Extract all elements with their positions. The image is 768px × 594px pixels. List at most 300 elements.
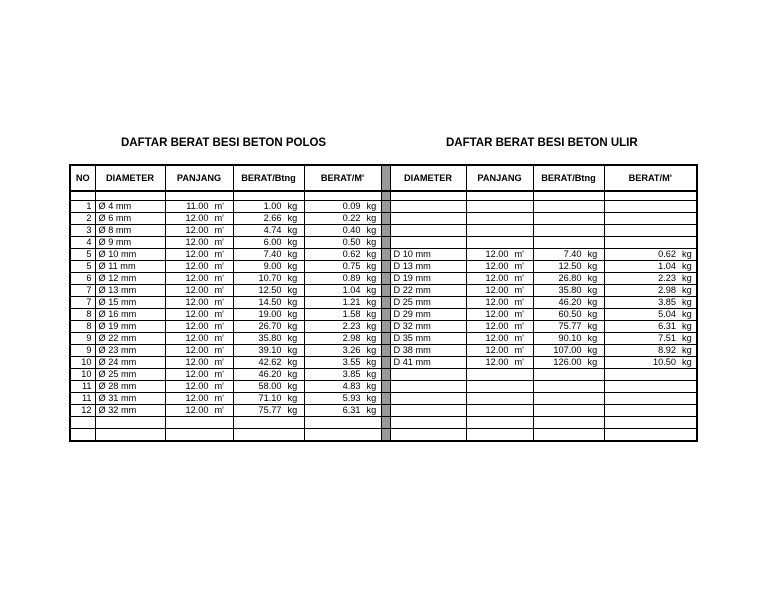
cell-berat-m [304, 309, 381, 321]
cell-no: 7 [70, 297, 95, 309]
cell-berat-m-ulir-unit: kg [682, 357, 692, 367]
cell-panjang-ulir-unit: m' [514, 249, 524, 259]
cell-panjang-ulir [466, 381, 533, 393]
cell-panjang-value: 12.00 [185, 225, 209, 235]
cell-berat-m-ulir [604, 237, 697, 249]
cell-diameter [95, 429, 165, 442]
cell-berat-btng-ulir-value: 26.80 [558, 273, 582, 283]
cell-berat-m-ulir [604, 429, 697, 442]
cell-panjang-ulir-value: 12.00 [485, 321, 509, 331]
cell-berat-btng-value: 39.10 [258, 345, 282, 355]
cell-berat-btng-value: 7.40 [263, 249, 282, 259]
cell-diameter-ulir: D 29 mm [390, 309, 466, 321]
cell-berat-btng-unit: kg [287, 333, 298, 343]
cell-berat-m-ulir-value: 7.51 [658, 333, 676, 343]
table-row [70, 357, 697, 369]
cell-berat-m-unit: kg [366, 225, 377, 235]
cell-berat-btng [233, 249, 304, 261]
table-row [70, 237, 697, 249]
cell-panjang [165, 297, 233, 309]
cell-berat-m-ulir-unit: kg [682, 333, 692, 343]
cell-diameter: Ø 19 mm [95, 321, 165, 333]
cell-berat-btng-unit: kg [287, 273, 298, 283]
column-separator [381, 393, 390, 405]
cell-panjang-unit: m' [214, 381, 224, 391]
cell-berat-m-ulir [604, 333, 697, 345]
cell-no: 10 [70, 357, 95, 369]
cell-no: 9 [70, 345, 95, 357]
cell-panjang-unit: m' [214, 369, 224, 379]
cell-panjang-ulir [466, 237, 533, 249]
cell-panjang-ulir-unit: m' [514, 309, 524, 319]
cell-berat-btng-ulir-value: 7.40 [563, 249, 582, 259]
cell-berat-m-ulir [604, 273, 697, 285]
weight-table [69, 164, 698, 442]
cell-diameter-ulir: D 41 mm [390, 357, 466, 369]
cell-diameter-ulir: D 22 mm [390, 285, 466, 297]
cell-diameter [95, 417, 165, 429]
cell-panjang-value: 12.00 [185, 309, 209, 319]
cell-berat-m-ulir-value: 0.62 [658, 249, 676, 259]
cell-berat-btng-ulir-unit: kg [587, 321, 598, 331]
column-separator [381, 417, 390, 429]
cell-panjang-unit: m' [214, 309, 224, 319]
cell-berat-m-ulir [604, 345, 697, 357]
cell-berat-btng-ulir [533, 309, 604, 321]
cell-panjang-value: 12.00 [185, 345, 209, 355]
cell-berat-m [304, 369, 381, 381]
cell-berat-btng-ulir-value: 46.20 [558, 297, 582, 307]
cell-diameter: Ø 31 mm [95, 393, 165, 405]
cell-berat-m-ulir [604, 225, 697, 237]
cell-panjang-unit: m' [214, 213, 224, 223]
cell-no: 11 [70, 381, 95, 393]
cell-diameter: Ø 10 mm [95, 249, 165, 261]
cell-berat-btng-ulir [533, 405, 604, 417]
table-row [70, 429, 697, 442]
header-diameter-ulir: DIAMETER [390, 165, 466, 191]
cell-berat-m-ulir-value: 8.92 [658, 345, 676, 355]
cell-berat-btng [233, 321, 304, 333]
cell-berat-m-unit: kg [366, 333, 377, 343]
cell-berat-btng-ulir-unit: kg [587, 273, 598, 283]
cell-berat-m-ulir-unit: kg [682, 273, 692, 283]
cell-berat-btng-ulir-value: 90.10 [558, 333, 582, 343]
cell-berat-m-ulir [604, 321, 697, 333]
cell-berat-btng-unit: kg [287, 261, 298, 271]
title-polos: DAFTAR BERAT BESI BETON POLOS [121, 137, 327, 149]
cell-berat-btng [233, 405, 304, 417]
cell-berat-btng-unit: kg [287, 321, 298, 331]
cell-panjang [165, 321, 233, 333]
cell-diameter: Ø 6 mm [95, 213, 165, 225]
cell-panjang [165, 381, 233, 393]
cell-berat-m [304, 333, 381, 345]
cell-berat-m-ulir-value: 3.85 [658, 297, 676, 307]
cell-panjang-ulir [466, 369, 533, 381]
cell-berat-btng-unit: kg [287, 285, 298, 295]
cell-berat-btng-ulir-value: 35.80 [558, 285, 582, 295]
cell-panjang-value: 12.00 [185, 237, 209, 247]
cell-diameter: Ø 23 mm [95, 345, 165, 357]
cell-diameter-ulir: D 38 mm [390, 345, 466, 357]
cell-berat-m-unit: kg [366, 321, 377, 331]
title-ulir: DAFTAR BERAT BESI BETON ULIR [446, 137, 638, 149]
cell-berat-btng-ulir [533, 249, 604, 261]
cell-berat-m [304, 237, 381, 249]
cell-panjang-unit: m' [214, 273, 224, 283]
cell-diameter-ulir: D 19 mm [390, 273, 466, 285]
cell-panjang-ulir [466, 333, 533, 345]
cell-panjang-unit: m' [214, 261, 224, 271]
cell-panjang-ulir [466, 357, 533, 369]
column-separator [381, 237, 390, 249]
cell-berat-m [304, 393, 381, 405]
cell-panjang-ulir-unit: m' [514, 333, 524, 343]
column-separator [381, 213, 390, 225]
cell-berat-m [304, 357, 381, 369]
cell-berat-m-unit: kg [366, 237, 377, 247]
cell-diameter-ulir [390, 237, 466, 249]
cell-berat-m-ulir [604, 405, 697, 417]
cell-berat-m-value: 0.62 [342, 249, 361, 259]
cell-panjang-value: 12.00 [185, 369, 209, 379]
cell-berat-m-unit: kg [366, 273, 377, 283]
cell-panjang-ulir [466, 225, 533, 237]
cell-panjang-ulir-value: 12.00 [485, 357, 509, 367]
cell-panjang-unit: m' [214, 225, 224, 235]
cell-berat-m-ulir-unit: kg [682, 297, 692, 307]
cell-no: 12 [70, 405, 95, 417]
cell-berat-btng-value: 14.50 [258, 297, 282, 307]
cell-berat-m-unit: kg [366, 201, 377, 211]
cell-berat-m-ulir [604, 357, 697, 369]
cell-panjang-ulir-value: 12.00 [485, 297, 509, 307]
cell-berat-m-ulir-value: 1.04 [658, 261, 676, 271]
cell-panjang-ulir [466, 405, 533, 417]
cell-berat-btng-value: 2.66 [263, 213, 282, 223]
cell-berat-m-ulir-value: 6.31 [658, 321, 676, 331]
cell-berat-btng-ulir [533, 393, 604, 405]
cell-panjang-value: 12.00 [185, 357, 209, 367]
cell-diameter-ulir [390, 213, 466, 225]
cell-panjang-ulir [466, 297, 533, 309]
cell-berat-m-value: 1.21 [342, 297, 361, 307]
header-berat-m: BERAT/M' [304, 165, 381, 191]
cell-berat-btng-value: 71.10 [258, 393, 282, 403]
cell-berat-m-ulir [604, 201, 697, 213]
cell-diameter: Ø 22 mm [95, 333, 165, 345]
cell-berat-btng-value: 6.00 [263, 237, 282, 247]
cell-panjang-ulir-unit: m' [514, 345, 524, 355]
cell-berat-m [304, 429, 381, 442]
cell-berat-btng [233, 297, 304, 309]
cell-berat-btng-ulir-value: 60.50 [558, 309, 582, 319]
cell-panjang [165, 261, 233, 273]
cell-no: 8 [70, 309, 95, 321]
cell-berat-btng-value: 75.77 [258, 405, 282, 415]
cell-berat-m-value: 2.23 [342, 321, 361, 331]
cell-no: 5 [70, 249, 95, 261]
cell-panjang-unit: m' [214, 333, 224, 343]
cell-berat-m-ulir [604, 309, 697, 321]
cell-berat-m-ulir-unit: kg [682, 321, 692, 331]
column-separator [381, 309, 390, 321]
cell-no: 4 [70, 237, 95, 249]
cell-panjang [165, 429, 233, 442]
column-separator [381, 381, 390, 393]
cell-berat-m-ulir [604, 297, 697, 309]
cell-berat-m-unit: kg [366, 345, 377, 355]
cell-berat-btng-value: 35.80 [258, 333, 282, 343]
cell-berat-m-unit: kg [366, 213, 377, 223]
cell-berat-m-unit: kg [366, 297, 377, 307]
cell-berat-m-value: 2.98 [342, 333, 361, 343]
table-row [70, 393, 697, 405]
cell-panjang-ulir [466, 213, 533, 225]
column-separator [381, 225, 390, 237]
cell-panjang [165, 237, 233, 249]
cell-berat-m [304, 345, 381, 357]
cell-panjang-value: 12.00 [185, 321, 209, 331]
table-row [70, 381, 697, 393]
cell-berat-m-unit: kg [366, 393, 377, 403]
cell-berat-m-value: 0.89 [342, 273, 361, 283]
cell-diameter: Ø 28 mm [95, 381, 165, 393]
cell-berat-m-unit: kg [366, 381, 377, 391]
cell-berat-m-ulir [604, 393, 697, 405]
cell-berat-btng-ulir [533, 201, 604, 213]
cell-berat-m-ulir-unit: kg [682, 345, 692, 355]
cell-berat-btng-ulir [533, 213, 604, 225]
column-separator [381, 345, 390, 357]
cell-berat-btng-value: 1.00 [263, 201, 282, 211]
cell-berat-btng-ulir [533, 273, 604, 285]
cell-panjang-unit: m' [214, 405, 224, 415]
cell-diameter: Ø 32 mm [95, 405, 165, 417]
cell-berat-btng-ulir [533, 429, 604, 442]
cell-berat-m-value: 5.93 [342, 393, 361, 403]
table-row [70, 201, 697, 213]
cell-berat-m [304, 225, 381, 237]
cell-panjang-value: 12.00 [185, 285, 209, 295]
cell-berat-btng-ulir-unit: kg [587, 285, 598, 295]
cell-berat-m-value: 0.40 [342, 225, 361, 235]
cell-berat-btng-unit: kg [287, 345, 298, 355]
cell-diameter: Ø 25 mm [95, 369, 165, 381]
cell-berat-m-value: 0.22 [342, 213, 361, 223]
cell-berat-m-value: 4.83 [342, 381, 361, 391]
cell-berat-btng-ulir-unit: kg [587, 249, 598, 259]
cell-panjang-ulir [466, 309, 533, 321]
cell-panjang [165, 333, 233, 345]
cell-berat-btng-ulir-unit: kg [587, 357, 598, 367]
column-separator [381, 429, 390, 442]
spacer-row [70, 191, 697, 201]
table-row [70, 405, 697, 417]
cell-berat-m-ulir-value: 10.50 [653, 357, 676, 367]
cell-panjang-ulir-unit: m' [514, 321, 524, 331]
cell-berat-btng-unit: kg [287, 237, 298, 247]
cell-berat-m-unit: kg [366, 405, 377, 415]
cell-panjang-ulir [466, 249, 533, 261]
cell-berat-btng [233, 429, 304, 442]
cell-panjang-ulir [466, 261, 533, 273]
cell-no: 8 [70, 321, 95, 333]
cell-berat-btng-ulir [533, 285, 604, 297]
cell-berat-m [304, 261, 381, 273]
cell-panjang-value: 12.00 [185, 405, 209, 415]
cell-berat-m-value: 1.04 [342, 285, 361, 295]
cell-berat-btng-value: 12.50 [258, 285, 282, 295]
cell-berat-btng-value: 42.62 [258, 357, 282, 367]
cell-panjang-value: 12.00 [185, 261, 209, 271]
cell-panjang-ulir [466, 201, 533, 213]
cell-diameter: Ø 12 mm [95, 273, 165, 285]
cell-berat-btng-ulir [533, 225, 604, 237]
header-berat-btng-ulir: BERAT/Btng [533, 165, 604, 191]
cell-berat-m-ulir-unit: kg [682, 285, 692, 295]
cell-diameter: Ø 24 mm [95, 357, 165, 369]
cell-panjang-value: 12.00 [185, 273, 209, 283]
cell-diameter-ulir [390, 429, 466, 442]
header-panjang-ulir: PANJANG [466, 165, 533, 191]
table-row [70, 369, 697, 381]
cell-diameter-ulir: D 10 mm [390, 249, 466, 261]
cell-berat-btng [233, 357, 304, 369]
column-separator [381, 357, 390, 369]
cell-panjang-value: 12.00 [185, 297, 209, 307]
cell-berat-m-ulir-unit: kg [682, 309, 692, 319]
column-separator [381, 165, 390, 191]
column-separator [381, 297, 390, 309]
cell-berat-m-unit: kg [366, 249, 377, 259]
cell-panjang [165, 285, 233, 297]
cell-diameter: Ø 16 mm [95, 309, 165, 321]
cell-berat-btng-ulir-unit: kg [587, 309, 598, 319]
cell-berat-btng-ulir [533, 261, 604, 273]
cell-berat-btng [233, 285, 304, 297]
cell-berat-m-unit: kg [366, 357, 377, 367]
cell-panjang-ulir [466, 417, 533, 429]
table-row [70, 321, 697, 333]
cell-berat-m-unit: kg [366, 369, 377, 379]
cell-no [70, 429, 95, 442]
cell-berat-m-ulir [604, 213, 697, 225]
cell-berat-btng-value: 46.20 [258, 369, 282, 379]
cell-berat-btng-value: 4.74 [263, 225, 282, 235]
cell-panjang [165, 213, 233, 225]
cell-berat-m [304, 381, 381, 393]
cell-panjang-unit: m' [214, 249, 224, 259]
table-row [70, 213, 697, 225]
cell-berat-btng [233, 393, 304, 405]
cell-berat-m [304, 213, 381, 225]
cell-berat-m-unit: kg [366, 261, 377, 271]
cell-berat-m [304, 249, 381, 261]
table-row [70, 297, 697, 309]
cell-panjang-ulir [466, 321, 533, 333]
cell-diameter-ulir: D 32 mm [390, 321, 466, 333]
column-separator [381, 273, 390, 285]
cell-berat-m-value: 0.50 [342, 237, 361, 247]
cell-berat-m-unit: kg [366, 309, 377, 319]
cell-panjang-value: 12.00 [185, 249, 209, 259]
cell-berat-btng-ulir [533, 369, 604, 381]
column-separator [381, 201, 390, 213]
cell-no: 3 [70, 225, 95, 237]
cell-berat-btng-ulir [533, 333, 604, 345]
cell-berat-btng-unit: kg [287, 213, 298, 223]
cell-diameter-ulir [390, 417, 466, 429]
cell-diameter: Ø 9 mm [95, 237, 165, 249]
cell-berat-m-value: 0.75 [342, 261, 361, 271]
table-row [70, 345, 697, 357]
cell-berat-m [304, 321, 381, 333]
cell-panjang-ulir [466, 345, 533, 357]
cell-panjang [165, 309, 233, 321]
cell-diameter: Ø 15 mm [95, 297, 165, 309]
cell-panjang-ulir-unit: m' [514, 273, 524, 283]
cell-berat-btng-value: 9.00 [263, 261, 282, 271]
cell-berat-btng-ulir-unit: kg [587, 345, 598, 355]
cell-berat-m [304, 405, 381, 417]
cell-berat-btng [233, 369, 304, 381]
cell-berat-btng [233, 237, 304, 249]
table-row [70, 285, 697, 297]
cell-berat-btng [233, 333, 304, 345]
cell-panjang-ulir-value: 12.00 [485, 345, 509, 355]
cell-diameter-ulir: D 13 mm [390, 261, 466, 273]
cell-berat-m [304, 297, 381, 309]
cell-berat-m-value: 1.58 [342, 309, 361, 319]
cell-panjang-unit: m' [214, 321, 224, 331]
cell-berat-btng-ulir [533, 357, 604, 369]
header-berat-btng: BERAT/Btng [233, 165, 304, 191]
cell-panjang-value: 11.00 [186, 201, 209, 211]
cell-berat-btng-unit: kg [287, 309, 298, 319]
cell-panjang [165, 417, 233, 429]
cell-berat-btng-ulir [533, 237, 604, 249]
cell-panjang [165, 201, 233, 213]
cell-panjang-ulir-unit: m' [514, 297, 524, 307]
cell-no: 1 [70, 201, 95, 213]
cell-panjang-ulir-value: 12.00 [485, 309, 509, 319]
cell-berat-btng [233, 273, 304, 285]
cell-berat-m [304, 273, 381, 285]
cell-no: 10 [70, 369, 95, 381]
cell-berat-btng-unit: kg [287, 249, 298, 259]
cell-diameter: Ø 11 mm [95, 261, 165, 273]
cell-diameter-ulir [390, 405, 466, 417]
cell-berat-btng-ulir [533, 297, 604, 309]
cell-berat-btng [233, 213, 304, 225]
cell-no: 2 [70, 213, 95, 225]
cell-berat-m-ulir-unit: kg [682, 249, 692, 259]
cell-panjang-value: 12.00 [185, 393, 209, 403]
cell-berat-m-value: 3.55 [342, 357, 361, 367]
column-separator [381, 369, 390, 381]
table-row [70, 249, 697, 261]
cell-panjang-ulir-value: 12.00 [485, 333, 509, 343]
cell-diameter-ulir [390, 393, 466, 405]
cell-berat-btng [233, 345, 304, 357]
cell-berat-btng-ulir-unit: kg [587, 333, 598, 343]
cell-panjang-ulir [466, 429, 533, 442]
cell-no: 9 [70, 333, 95, 345]
cell-panjang-ulir [466, 393, 533, 405]
cell-berat-btng-unit: kg [287, 381, 298, 391]
